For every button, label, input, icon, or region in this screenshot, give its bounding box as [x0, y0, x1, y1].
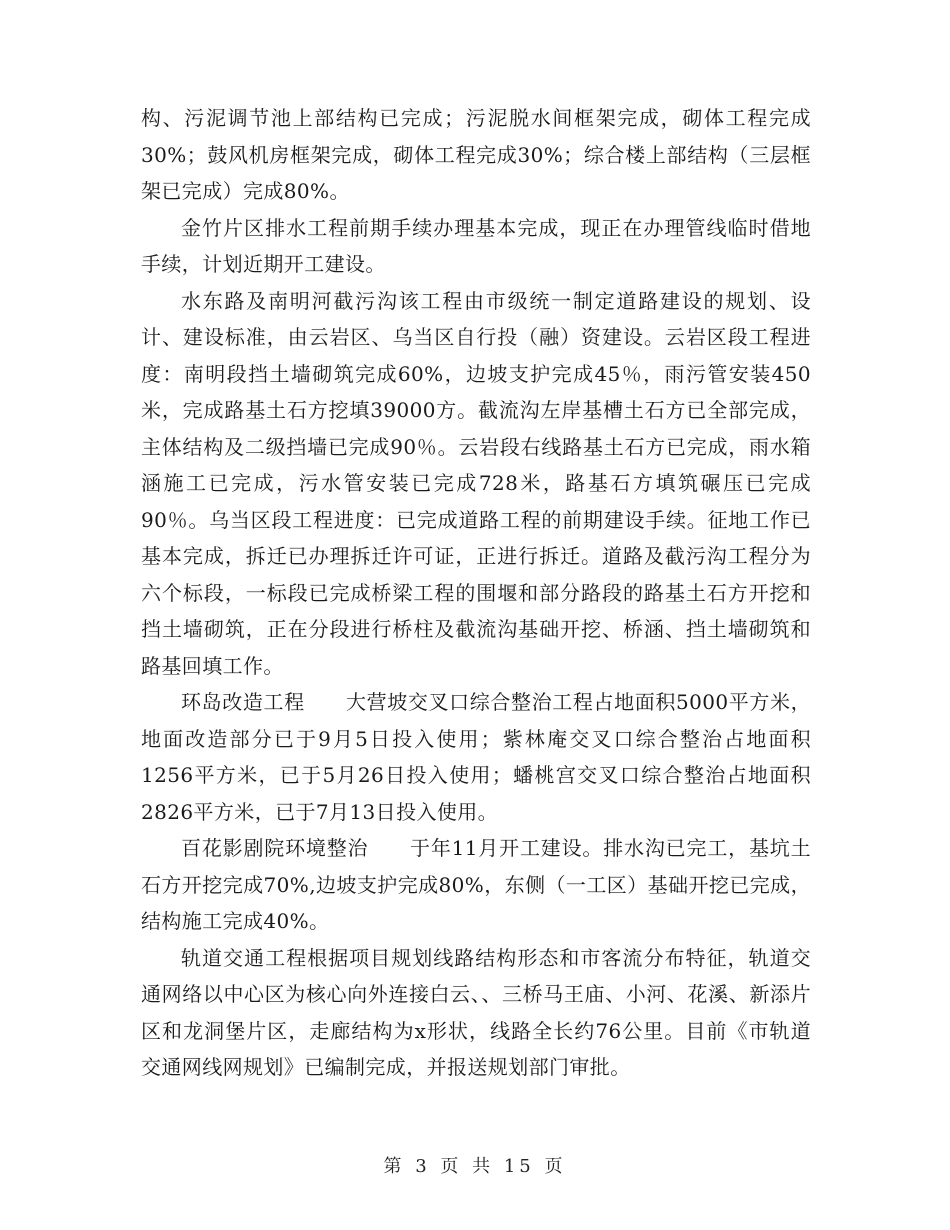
paragraph-baihua-theater: 百花影剧院环境整治 于年11月开工建设。排水沟已完工，基坑土石方开挖完成70%,边坡支护完成80%，东侧（一工区）基础开挖已完成，结构施工完成40%。 [141, 836, 811, 933]
page-number-footer: 第 3 页 共 15 页 [383, 1156, 567, 1177]
document-body [141, 100, 811, 1086]
paragraph-roundabout: 环岛改造工程 大营坡交叉口综合整治工程占地面积5000平方米，地面改造部分已于9月5日投入使用；紫林庵交叉口综合整治占地面积1256平方米，已于5月26日投入使用；蟠桃宫交叉口综合整治占地面积2826平方米，已于7月13日投入使用。 [141, 690, 811, 824]
paragraph-rail-transit: 轨道交通工程根据项目规划线路结构形态和市客流分布特征，轨道交通网络以中心区为核心向外连接白云、、三桥马王庙、小河、花溪、新添片区和龙洞堡片区，走廊结构为x形状，线路全长约76公里。目前《市轨道交通网线网规划》已编制完成，并报送规划部门审批。 [141, 945, 811, 1079]
paragraph-jinzhu-drainage: 金竹片区排水工程前期手续办理基本完成，现正在办理管线临时借地手续，计划近期开工建设。 [141, 215, 811, 276]
paragraph-continuation: 构、污泥调节池上部结构已完成；污泥脱水间框架完成，砌体工程完成30%；鼓风机房框架完成，砌体工程完成30%；综合楼上部结构（三层框架已完成）完成80%。 [141, 106, 811, 203]
paragraph-shuidong-road: 水东路及南明河截污沟该工程由市级统一制定道路建设的规划、设计、建设标准，由云岩区、乌当区自行投（融）资建设。云岩区段工程进度：南明段挡土墙砌筑完成60%，边坡支护完成45％，雨污管安装450米，完成路基土石方挖填39000方。截流沟左岸基槽土石方已全部完成，主体结构及二级挡墙已完成90％。云岩段右线路基土石方已完成，雨水箱涵施工已完成，污水管安装已完成728米，路基石方填筑碾压已完成90％。乌当区段工程进度：已完成道路工程的前期建设手续。征地工作已基本完成，拆迁已办理拆迁许可证，正进行拆迁。道路及截污沟工程分为六个标段，一标段已完成桥梁工程的围堰和部分路段的路基土石方开挖和挡土墙砌筑，正在分段进行桥柱及截流沟基础开挖、桥涵、挡土墙砌筑和路基回填工作。 [141, 288, 811, 678]
